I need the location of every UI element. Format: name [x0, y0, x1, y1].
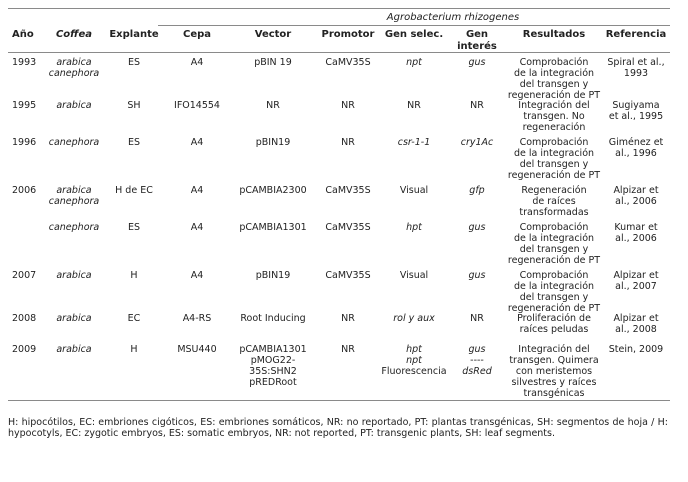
- cell-vector: pBIN19: [255, 137, 291, 148]
- cell-promotor: CaMV35S: [325, 222, 371, 233]
- cell-vector: pCAMBIA1301: [239, 222, 307, 233]
- cell-resultados: Integración del transgen. No regeneración: [518, 100, 590, 133]
- cell-gen-interes: gus: [468, 57, 486, 68]
- header-vector: Vector: [254, 29, 292, 40]
- data-table: [8, 8, 670, 401]
- table-row: [8, 218, 670, 266]
- cell-explante: ES: [127, 57, 141, 68]
- cell-explante: ES: [127, 222, 141, 233]
- cell-vector: pCAMBIA2300: [239, 185, 307, 196]
- cell-gen-selec: NR: [407, 100, 421, 111]
- cell-year: 1996: [12, 137, 37, 148]
- cell-vector: Root Inducing: [240, 313, 306, 324]
- cell-gen-interes: NR: [470, 100, 484, 111]
- table-row: [8, 309, 670, 340]
- cell-gen-interes: gus: [468, 270, 486, 281]
- cell-explante: ES: [127, 137, 141, 148]
- table-bottom-rule: [8, 400, 670, 401]
- cell-gen-interes: NR: [470, 313, 484, 324]
- cell-coffea: arabica: [56, 270, 92, 281]
- cell-referencia: Alpizar et al., 2006: [613, 185, 659, 207]
- header-cepa: Cepa: [182, 29, 212, 40]
- header-row: [8, 26, 670, 52]
- cell-coffea: canephora: [48, 137, 100, 148]
- table-row: [8, 96, 670, 133]
- cell-cepa: A4: [190, 185, 204, 196]
- cell-gen-interes: cry1Ac: [460, 137, 494, 148]
- cell-coffea: arabica canephora: [48, 185, 100, 207]
- cell-coffea: arabica canephora: [48, 57, 100, 79]
- cell-promotor: CaMV35S: [325, 185, 371, 196]
- cell-gen-interes-line: gus: [468, 344, 486, 355]
- header-referencia: Referencia: [605, 29, 667, 40]
- cell-referencia: Alpizar et al., 2008: [613, 313, 659, 335]
- cell-cepa: A4: [190, 57, 204, 68]
- header-gen-interes: Gen interés: [457, 29, 497, 52]
- cell-year: 2007: [12, 270, 37, 281]
- cell-explante: H: [130, 270, 138, 281]
- cell-explante: SH: [127, 100, 141, 111]
- cell-vector: NR: [266, 100, 280, 111]
- cell-referencia: Giménez et al., 1996: [608, 137, 664, 159]
- cell-coffea: arabica: [56, 313, 92, 324]
- cell-gen-selec-line: hpt: [406, 344, 422, 355]
- cell-gen-interes-line: ----: [470, 355, 484, 366]
- header-promotor: Promotor: [321, 29, 375, 40]
- cell-gen-selec: rol y aux: [393, 313, 435, 324]
- cell-year: 1995: [12, 100, 37, 111]
- cell-promotor: NR: [341, 344, 355, 355]
- cell-gen-interes: gus: [468, 222, 486, 233]
- table-row: [8, 181, 670, 218]
- cell-referencia: Kumar et al., 2006: [614, 222, 658, 244]
- cell-resultados: Comprobación de la integración del transgen y regeneración de PT: [507, 222, 601, 266]
- cell-year: 2008: [12, 313, 37, 324]
- cell-promotor: NR: [341, 137, 355, 148]
- cell-gen-selec: Visual: [399, 185, 429, 196]
- cell-gen-interes: gfp: [469, 185, 485, 196]
- cell-promotor: NR: [341, 313, 355, 324]
- cell-coffea: arabica: [56, 344, 92, 355]
- cell-vector: pBIN19: [255, 270, 291, 281]
- table-row: [8, 266, 670, 314]
- cell-gen-selec: hpt: [406, 222, 422, 233]
- cell-resultados: Regeneración de raíces transformadas: [519, 185, 589, 218]
- cell-resultados: Comprobación de la integración del transgen y regeneración de PT: [507, 57, 601, 101]
- cell-vector: pBIN 19: [254, 57, 292, 68]
- cell-referencia: Spiral et al., 1993: [607, 57, 665, 79]
- table-row: [8, 53, 670, 101]
- table-body: [8, 53, 670, 400]
- cell-year: 2006: [12, 185, 37, 196]
- cell-referencia: Sugiyama et al., 1995: [608, 100, 664, 122]
- cell-resultados: Proliferación de raíces peludas: [517, 313, 591, 335]
- cell-gen-selec: npt: [406, 57, 422, 68]
- cell-gen-interes-line: dsRed: [462, 366, 492, 377]
- header-coffea: Coffea: [55, 29, 93, 40]
- group-header: Agrobacterium rhizogenes: [386, 12, 520, 23]
- cell-promotor: NR: [341, 100, 355, 111]
- cell-year: 2009: [12, 344, 37, 355]
- cell-cepa: MSU440: [177, 344, 217, 355]
- table-row: [8, 340, 670, 400]
- table-row: [8, 133, 670, 181]
- cell-explante: H: [130, 344, 138, 355]
- cell-referencia: Stein, 2009: [608, 344, 664, 355]
- cell-gen-selec: Visual: [399, 270, 429, 281]
- cell-explante: EC: [127, 313, 141, 324]
- cell-gen-interes: [448, 344, 506, 377]
- footnote: H: hipocótilos, EC: embriones cigóticos, ES: embriones somáticos, NR: no reportado, PT: plantas transgénicas, SH: segmentos de hoja / H: hypocotyls, EC: zygotic embryos, ES: somatic embryos, NR: not reported, PT: transgenic plants, SH: leaf segments.: [8, 417, 668, 439]
- header-year: Año: [12, 29, 34, 40]
- cell-year: 1993: [12, 57, 37, 68]
- header-resultados: Resultados: [522, 29, 586, 40]
- header-explante: Explante: [109, 29, 159, 40]
- cell-cepa: A4: [190, 137, 204, 148]
- cell-cepa: IFO14554: [174, 100, 220, 111]
- cell-gen-selec: csr-1-1: [397, 137, 431, 148]
- cell-resultados: Comprobación de la integración del transgen y regeneración de PT: [507, 137, 601, 181]
- cell-vector: pCAMBIA1301 pMOG22- 35S:SHN2 pREDRoot: [239, 344, 307, 388]
- header-gen-selec: Gen selec.: [384, 29, 444, 40]
- cell-coffea: arabica: [56, 100, 92, 111]
- cell-promotor: CaMV35S: [325, 270, 371, 281]
- cell-coffea: canephora: [48, 222, 100, 233]
- cell-cepa: A4-RS: [182, 313, 212, 324]
- cell-gen-selec-line: npt: [406, 355, 422, 366]
- cell-cepa: A4: [190, 222, 204, 233]
- cell-resultados: Integración del transgen. Quimera con meristemos silvestres y raíces transgénicas: [509, 344, 599, 399]
- cell-referencia: Alpizar et al., 2007: [613, 270, 659, 292]
- cell-gen-selec-line: Fluorescencia: [381, 366, 447, 377]
- cell-cepa: A4: [190, 270, 204, 281]
- cell-gen-selec: [380, 344, 448, 377]
- cell-promotor: CaMV35S: [325, 57, 371, 68]
- cell-explante: H de EC: [115, 185, 153, 196]
- cell-resultados: Comprobación de la integración del transgen y regeneración de PT: [507, 270, 601, 314]
